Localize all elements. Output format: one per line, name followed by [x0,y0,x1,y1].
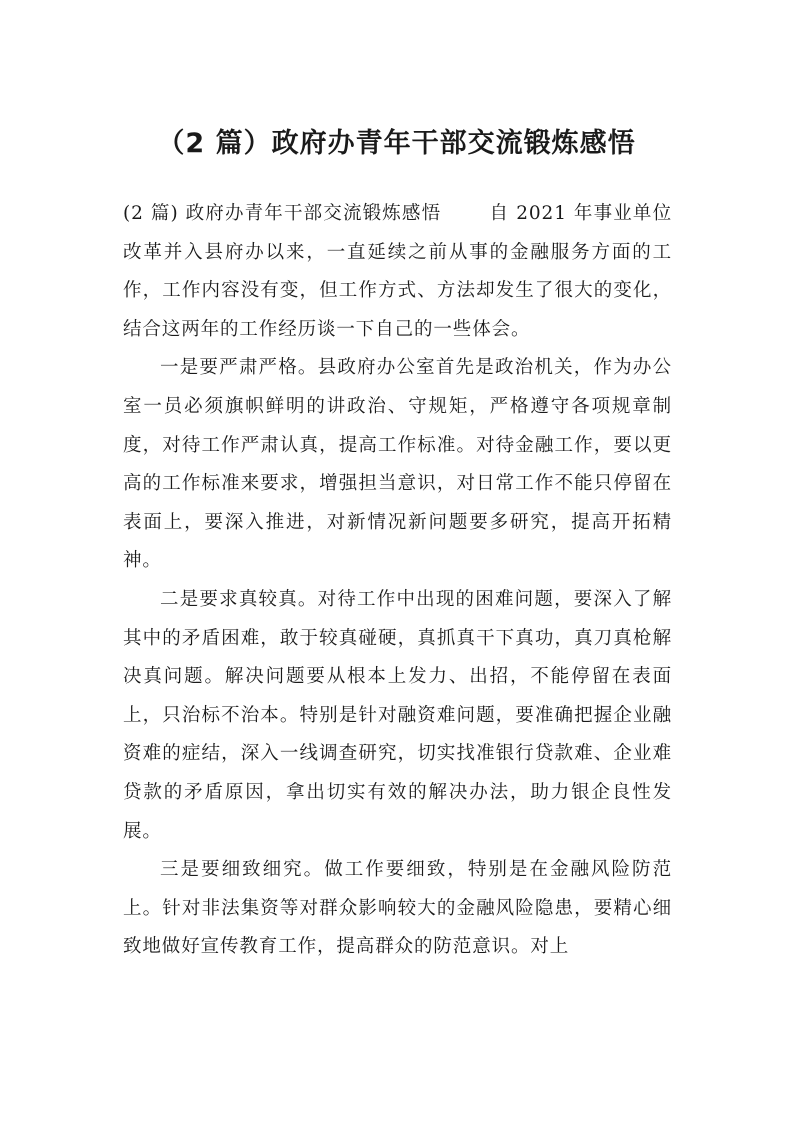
document-body [123,195,672,967]
intro-lead: (2 篇) 政府办青年干部交流锻炼感悟 [123,203,442,224]
paragraph-2: 二是要求真较真。对待工作中出现的困难问题，要深入了解其中的矛盾困难，敢于较真碰硬，真抓真干下真功，真刀真枪解决真问题。解决问题要从根本上发力、出招，不能停留在表面上，只治标不治本。特别是针对融资难问题，要准确把握企业融资难的症结，深入一线调查研究，切实找准银行贷款难、企业难贷款的矛盾原因，拿出切实有效的解决办法，助力银企良性发展。 [123,588,672,842]
intro-text: 自 2021 年事业单位改革并入县府办以来，一直延续之前从事的金融服务方面的工作，工作内容没有变，但工作方式、方法却发生了很大的变化，结合这两年的工作经历谈一下自己的一些体会。 [123,203,672,340]
intro-paragraph [123,195,672,349]
paragraph-3: 三是要细致细究。做工作要细致，特别是在金融风险防范上。针对非法集资等对群众影响较大的金融风险隐患，要精心细致地做好宣传教育工作，提高群众的防范意识。对上 [123,859,672,958]
paragraph-1: 一是要严肃严格。县政府办公室首先是政治机关，作为办公室一员必须旗帜鲜明的讲政治、守规矩，严格遵守各项规章制度，对待工作严肃认真，提高工作标准。对待金融工作，要以更高的工作标准来要求，增强担当意识，对日常工作不能只停留在表面上，要深入推进，对新情况新问题要多研究，提高开拓精神。 [123,357,672,572]
document-title: （2 篇）政府办青年干部交流锻炼感悟 [157,128,636,159]
